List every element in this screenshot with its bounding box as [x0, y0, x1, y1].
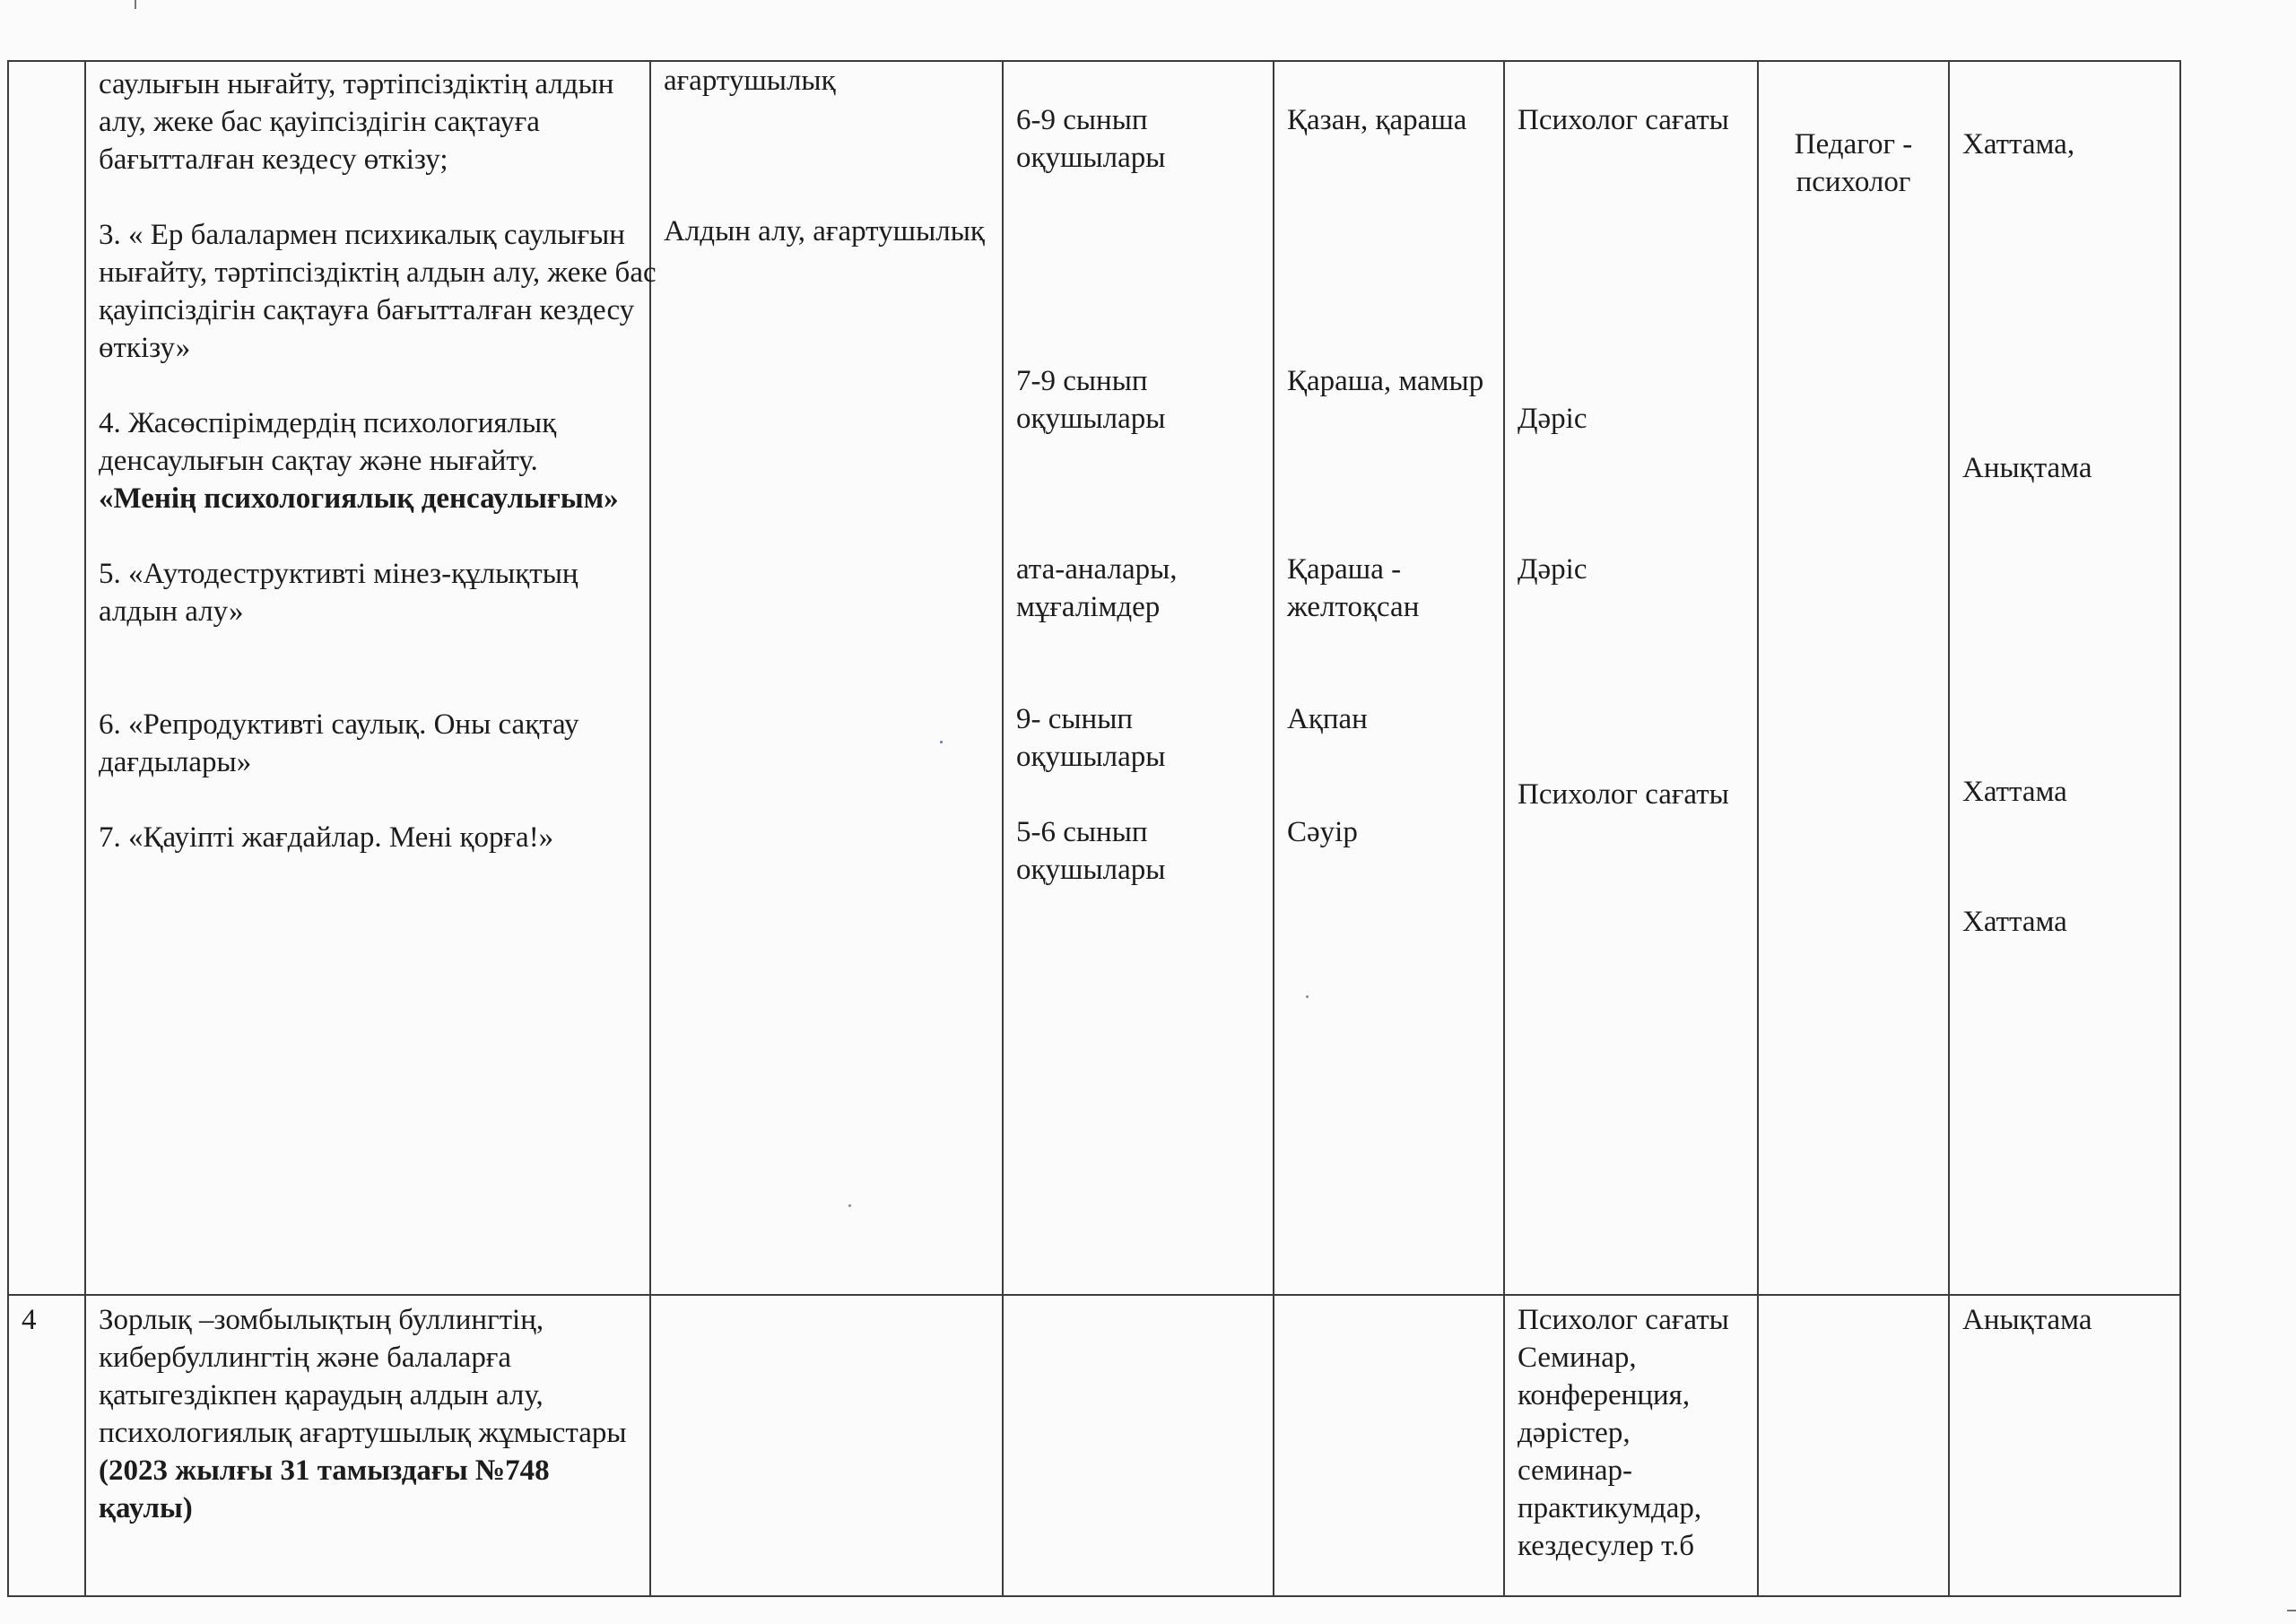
timing-cell — [1274, 61, 1504, 1295]
audience-5: 5-6 сынып оқушылары — [1016, 816, 1166, 886]
activity-item-5: 5. «Аутодеструктивті мінез-құлықтың алдын алу» — [99, 558, 578, 628]
row-4-decree: (2023 жылғы 31 тамыздағы №748 қаулы) — [99, 1455, 550, 1524]
row-number-cell — [8, 1295, 85, 1596]
audience-2: 7-9 сынып оқушылары — [1016, 365, 1166, 435]
report-cell — [1949, 1295, 2180, 1596]
form-cell — [1504, 1295, 1758, 1596]
row-4-report: Анықтама — [1962, 1304, 2092, 1336]
audience-cell — [1003, 1295, 1274, 1596]
report-1: Хаттама, — [1962, 128, 2075, 161]
activities-cell — [85, 61, 657, 1295]
report-2: Анықтама — [1962, 452, 2092, 484]
form-2: Дәріс — [1518, 403, 1587, 435]
activity-item-3: 3. « Ер балалармен психикалық саулығын нығайту, тәртіпсіздіктің алдын алу, жеке бас қауіпсіздігін сақтауға бағытталған кездесу өткізу» — [99, 219, 657, 364]
activity-item-4: 4. Жасөспірімдердің психологиялық денсаулығын сақтау және нығайту. — [99, 407, 557, 477]
audience-1: 6-9 сынып оқушылары — [1016, 104, 1166, 174]
row-number: 4 — [22, 1304, 37, 1336]
audience-3: ата-аналары, мұғалімдер — [1016, 553, 1178, 623]
report-3: Хаттама — [1962, 776, 2067, 808]
report-4: Хаттама — [1962, 906, 2067, 938]
activities-cell — [85, 1295, 650, 1596]
activity-item-2-tail: саулығын нығайту, тәртіпсіздіктің алдын алу, жеке бас қауіпсіздігін сақтауға бағытталған кездесу өткізу; — [99, 68, 614, 176]
audience-4: 9- сынып оқушылары — [1016, 703, 1166, 773]
timing-4: Ақпан — [1287, 703, 1368, 735]
scan-edge-mark-right — [2287, 1610, 2296, 1611]
row-4-title: Зорлық –зомбылықтың буллингтің, кибербуллингтің және балаларға қатыгездікпен қараудың алдын алу, психологиялық ағартушылық жұмыстары — [99, 1304, 627, 1449]
form-cell — [1504, 61, 1758, 1295]
direction-first: ағартушылық — [664, 65, 836, 97]
work-plan-table — [7, 60, 2181, 1597]
direction-cell — [650, 61, 1003, 1295]
activity-item-4-title: «Менің психологиялық денсаулығым» — [99, 482, 619, 515]
table-row — [8, 1295, 2180, 1596]
table-row — [8, 61, 2180, 1295]
form-4: Психолог сағаты — [1518, 778, 1729, 811]
activity-item-7: 7. «Қауіпті жағдайлар. Мені қорға!» — [99, 821, 554, 854]
timing-1: Қазан, қараша — [1287, 104, 1467, 136]
scan-edge-mark-top — [135, 0, 136, 9]
audience-cell — [1003, 61, 1274, 1295]
form-3: Дәріс — [1518, 553, 1587, 586]
report-cell — [1949, 61, 2180, 1295]
timing-cell — [1274, 1295, 1504, 1596]
timing-5: Сәуір — [1287, 816, 1358, 848]
direction-cell — [650, 1295, 1003, 1596]
responsible-cell — [1758, 61, 1949, 1295]
responsible-person: Педагог - психолог — [1794, 128, 1913, 198]
direction-second: Алдын алу, ағартушылық — [664, 215, 985, 248]
responsible-cell — [1758, 1295, 1949, 1596]
row-number-cell — [8, 61, 85, 1295]
form-1: Психолог сағаты — [1518, 104, 1729, 136]
timing-3: Қараша - желтоқсан — [1287, 553, 1420, 623]
timing-2: Қараша, мамыр — [1287, 365, 1484, 397]
row-4-form: Психолог сағаты Семинар, конференция, дәрістер, семинар-практикумдар, кездесулер т.б — [1518, 1304, 1729, 1562]
activity-item-6: 6. «Репродуктивті саулық. Оны сақтау дағдылары» — [99, 708, 579, 778]
